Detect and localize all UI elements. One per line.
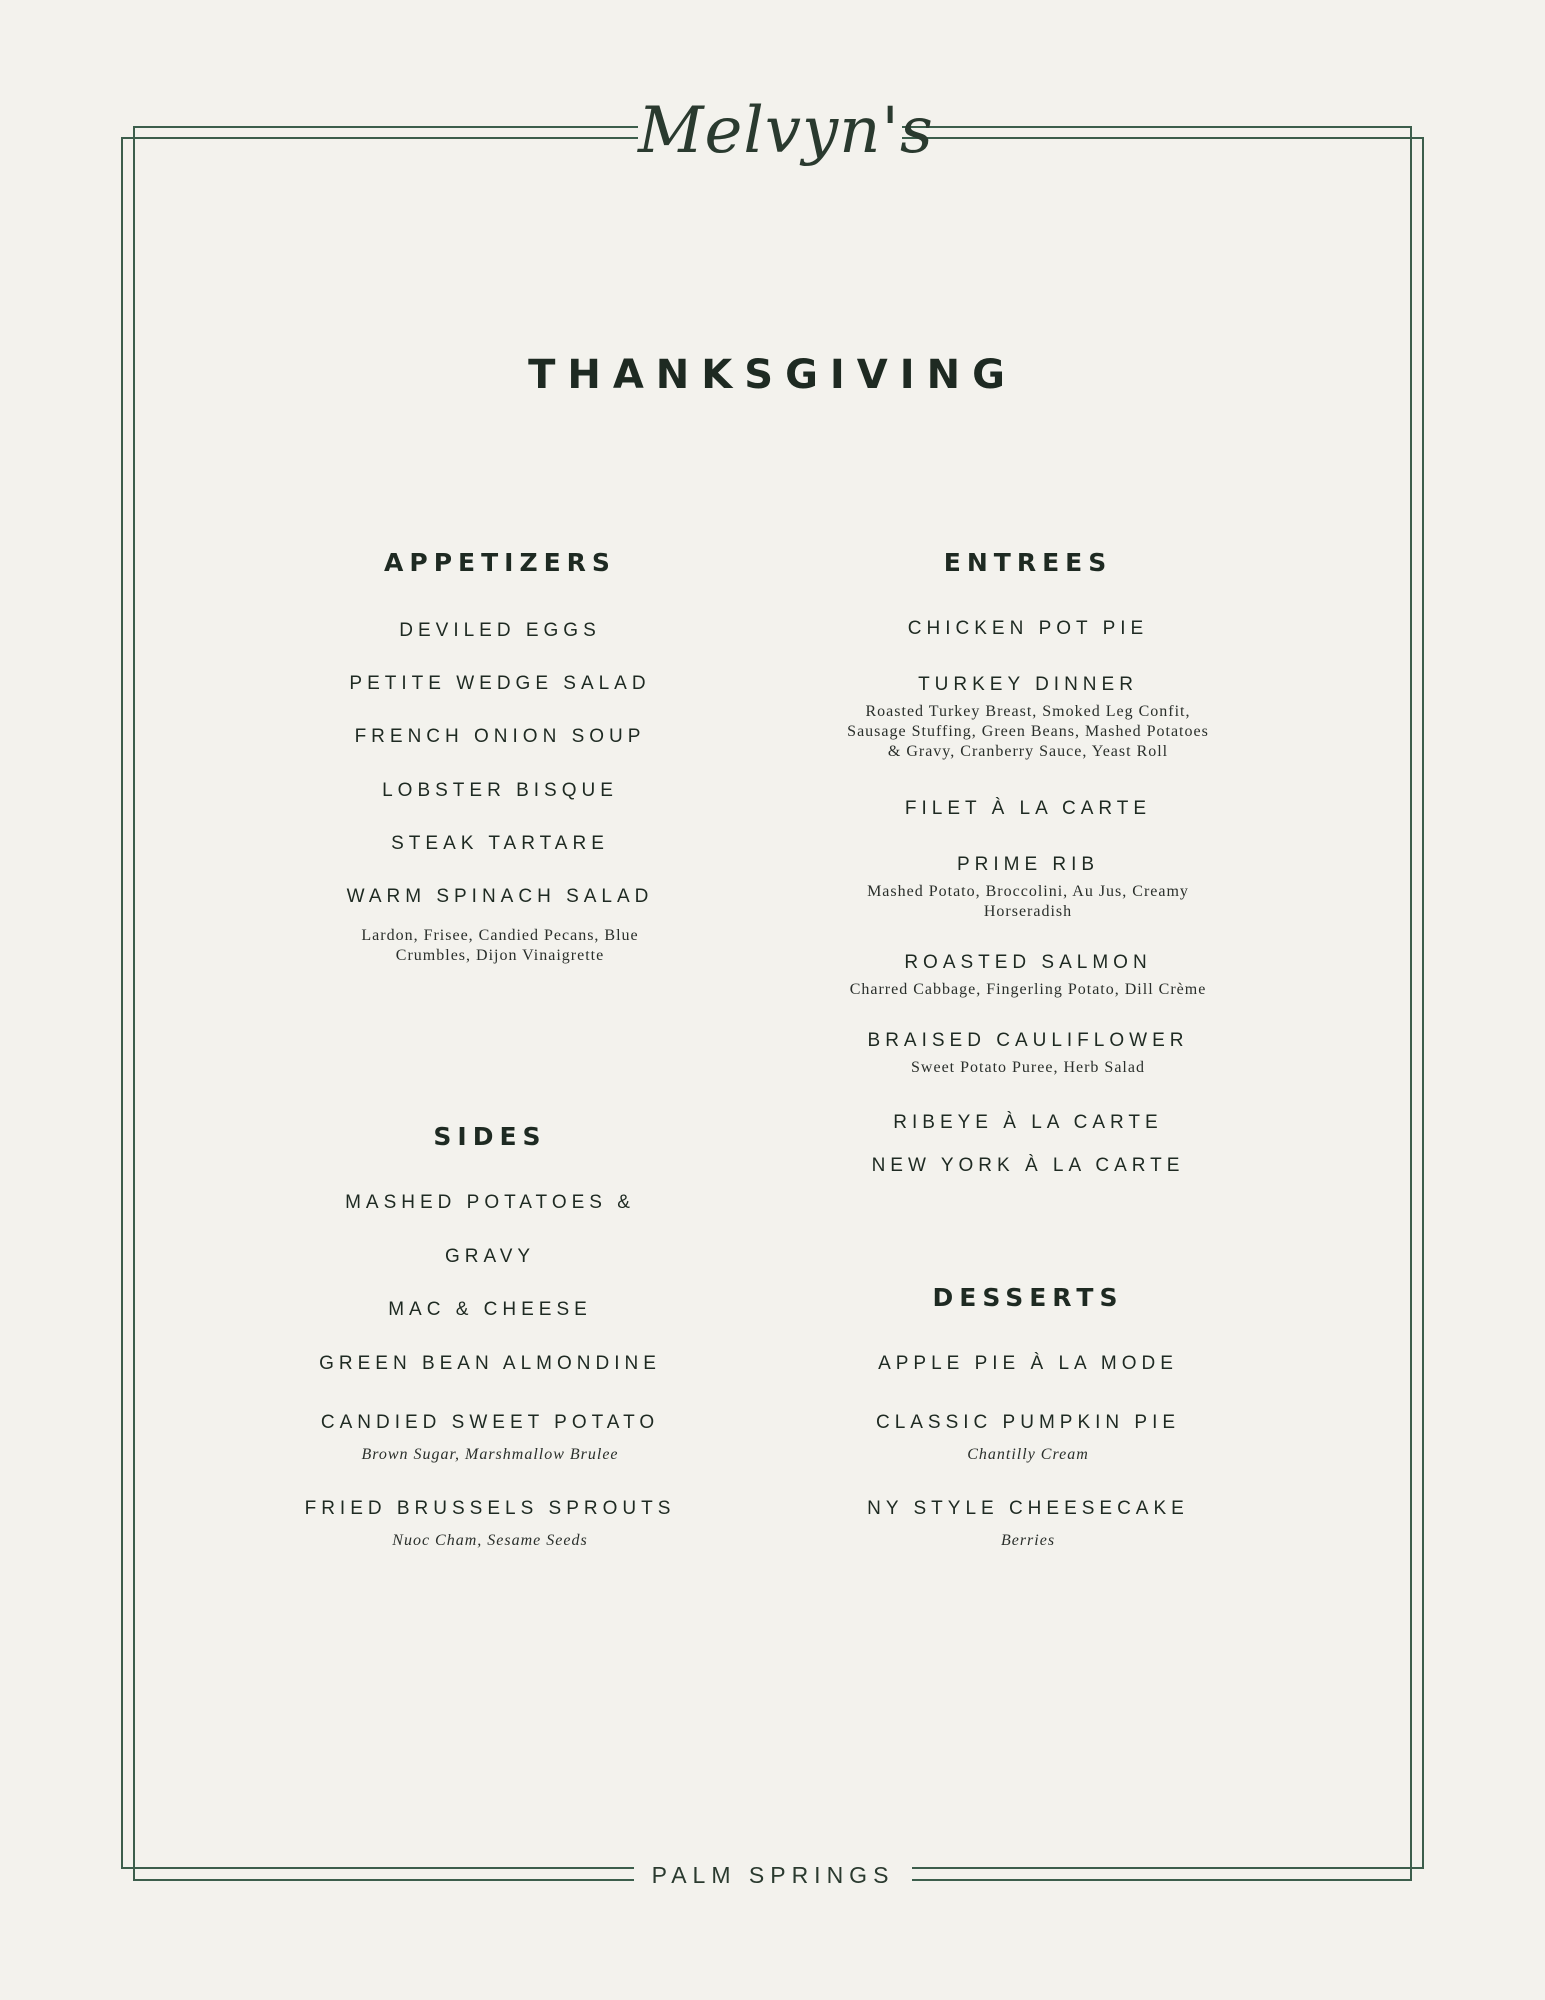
item-description: Nuoc Cham, Sesame Seeds [392, 1532, 588, 1549]
item-description: Sweet Potato Puree, Herb Salad [911, 1059, 1145, 1076]
menu-title: THANKSGIVING [528, 352, 1017, 398]
menu-item: TURKEY DINNER [918, 674, 1138, 695]
item-description: Mashed Potato, Broccolini, Au Jus, Creamy [867, 883, 1189, 900]
menu-item: BRAISED CAULIFLOWER [867, 1030, 1189, 1051]
menu-item: MAC & CHEESE [388, 1299, 592, 1320]
menu-item: WARM SPINACH SALAD [346, 886, 654, 907]
item-description: Berries [1000, 1532, 1056, 1549]
menu-item: GREEN BEAN ALMONDINE [319, 1353, 661, 1374]
item-description: Brown Sugar, Marshmallow Brulee [361, 1446, 619, 1463]
item-description: Chantilly Cream [967, 1446, 1089, 1463]
item-description: Charred Cabbage, Fingerling Potato, Dill Crème [849, 981, 1207, 998]
desserts-heading: DESSERTS [932, 1283, 1124, 1312]
menu-item: NEW YORK À LA CARTE [871, 1155, 1185, 1176]
item-description: Horseradish [983, 903, 1073, 920]
sides-heading: SIDES [433, 1122, 547, 1151]
menu-item: APPLE PIE À LA MODE [878, 1353, 1178, 1374]
entrees-section [808, 548, 1248, 1188]
menu-item: STEAK TARTARE [391, 833, 609, 854]
item-description: Crumbles, Dijon Vinaigrette [395, 947, 605, 964]
location-label: PALM SPRINGS [651, 1862, 895, 1888]
menu-item: DEVILED EGGS [399, 620, 601, 641]
brand-logo: Melvyn's [638, 94, 934, 168]
item-description: Sausage Stuffing, Green Beans, Mashed Potatoes [847, 723, 1209, 740]
menu-item: GRAVY [444, 1246, 536, 1267]
menu-item: CLASSIC PUMPKIN PIE [875, 1412, 1181, 1433]
desserts-section [828, 1283, 1228, 1563]
entrees-heading: ENTREES [943, 548, 1113, 577]
menu-item: MASHED POTATOES & [345, 1192, 635, 1213]
appetizers-section [300, 548, 700, 968]
item-description: & Gravy, Cranberry Sauce, Yeast Roll [887, 743, 1169, 760]
item-description: Lardon, Frisee, Candied Pecans, Blue [361, 927, 639, 944]
menu-item: NY STYLE CHEESECAKE [867, 1498, 1189, 1519]
menu-item: LOBSTER BISQUE [382, 780, 618, 801]
item-description: Roasted Turkey Breast, Smoked Leg Confit, [865, 703, 1191, 720]
menu-item: PETITE WEDGE SALAD [349, 673, 651, 694]
menu-item: CHICKEN POT PIE [907, 618, 1149, 639]
appetizers-heading: APPETIZERS [384, 548, 616, 577]
menu-item: CANDIED SWEET POTATO [320, 1412, 660, 1433]
sides-section [290, 1122, 690, 1562]
menu-item: RIBEYE À LA CARTE [893, 1112, 1163, 1133]
menu-item: FRIED BRUSSELS SPROUTS [304, 1498, 676, 1519]
menu-item: FRENCH ONION SOUP [354, 726, 646, 747]
menu-item: PRIME RIB [956, 854, 1100, 875]
menu-item: ROASTED SALMON [904, 952, 1152, 973]
menu-item: FILET À LA CARTE [904, 798, 1152, 819]
